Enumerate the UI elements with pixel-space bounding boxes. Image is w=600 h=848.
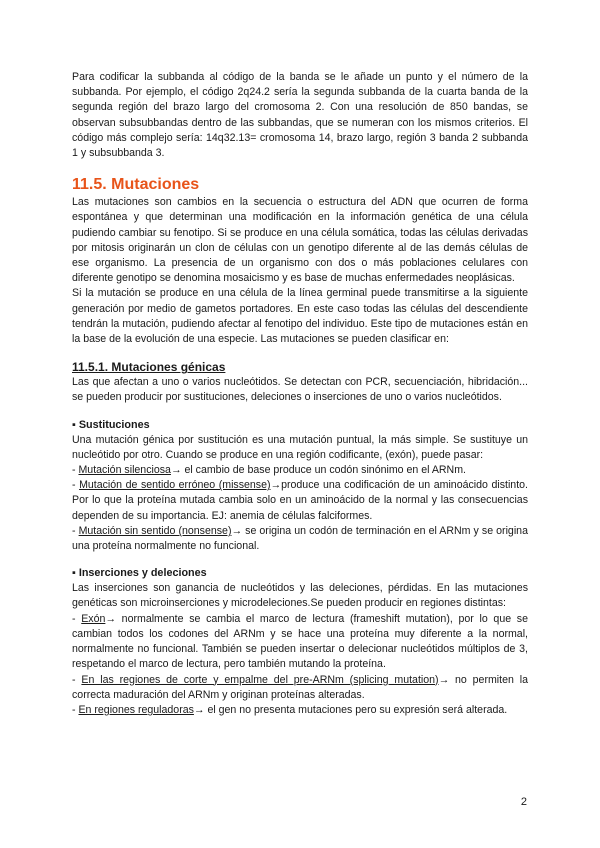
inserciones-item: - En las regiones de corte y empalme del pre-ARNm (splicing mutation)→ no permiten la correcta maduración del ARNm y originan proteínas alteradas. [72, 673, 528, 701]
term: Mutación sin sentido (nonsense) [78, 524, 232, 537]
sustituciones-paragraph: Una mutación génica por sustitución es una mutación puntual, la más simple. Se sustituye un nucleótido por otro. Cuando se produce en una región codificante, (exón), puede pasar: [72, 433, 528, 461]
sustituciones-heading: ▪ Sustituciones [72, 418, 150, 431]
subsection-paragraph: Las que afectan a uno o varios nucleótidos. Se detectan con PCR, secuenciación, hibridación... se pueden producir por sustituciones, deleciones o inserciones de uno o varios nucleótidos. [72, 376, 528, 404]
sustituciones-item: - Mutación de sentido erróneo (missense)→produce una codificación de un aminoácido distinto. Por lo que la proteína mutada cambia solo en un aminoácido de la normal y las consecuencias dependen de su importancia. EJ: anemia de células falciformes. [72, 479, 528, 522]
term: En regiones reguladoras [78, 703, 194, 716]
term: En las regiones de corte y empalme del pre-ARNm (splicing mutation) [81, 673, 439, 686]
term: Exón [81, 612, 106, 625]
inserciones-item: - Exón→ normalmente se cambia el marco de lectura (frameshift mutation), por lo que se cambian todos los codones del ARNm y se hace una proteína muy diferente a la normal, normalmente no funcional. También se pueden insertar o delecionar nucleótidos múltiplos de 3, respetando el marco de lectura, pero también mutando la proteína. [72, 612, 528, 671]
intro-paragraph: Para codificar la subbanda al código de la banda se le añade un punto y el número de la subbanda. Por ejemplo, el código 2q24.2 sería la segunda subbanda de la cuarta banda de la segunda región del brazo largo del cromosoma 2. Con una resolución de 850 bandas, se observan subsubbandas dentro de las subbandas, que se numeran con los mismos criterios. El código más complejo sería: 14q32.13= cromosoma 14, brazo largo, región 3 banda 2 subbanda 1 y subsubbanda 3. [72, 71, 528, 160]
inserciones-heading: ▪ Inserciones y deleciones [72, 567, 207, 580]
term: Mutación de sentido erróneo (missense) [79, 479, 271, 492]
section-paragraph-1: Las mutaciones son cambios en la secuencia o estructura del ADN que ocurren de forma espontánea y que determinan una modificación en la información genética de una célula pudiendo cambiar su fenotipo. Si se produce en una célula somática, todas las células derivadas por mitosis originarán un clon de células con un genotipo diferente al de las demás células de ese organismo. La presencia de un organismo con dos o más poblaciones celulares con diferente genotipo se denomina mosaicismo y es base de muchas enfermedades neoplásicas. [72, 196, 528, 285]
inserciones-paragraph: Las inserciones son ganancia de nucleótidos y las deleciones, pérdidas. En las mutaciones genéticas son microinserciones y microdeleciones.Se pueden producir en regiones distintas: [72, 582, 528, 610]
subsection-title: 11.5.1. Mutaciones génicas [72, 360, 226, 375]
sustituciones-item: - Mutación silenciosa→ el cambio de base produce un codón sinónimo en el ARNm. [72, 464, 466, 477]
sustituciones-item: - Mutación sin sentido (nonsense)→ se origina un codón de terminación en el ARNm y se origina una proteína normalmente no funcional. [72, 524, 528, 553]
document-page [72, 70, 528, 718]
page-number: 2 [520, 796, 527, 808]
term: Mutación silenciosa [78, 464, 171, 477]
inserciones-item: - En regiones reguladoras→ el gen no presenta mutaciones pero su expresión será alterada. [72, 703, 508, 716]
section-title: 11.5. Mutaciones [72, 176, 200, 194]
section-paragraph-2: Si la mutación se produce en una célula de la línea germinal puede transmitirse a la siguiente generación por medio de gametos portadores. En este caso todas las células del descendiente tendrán la mutación, pudiendo afectar al fenotipo del individuo. Este tipo de mutaciones están en la base de la evolución de una especie. Las mutaciones se pueden clasificar en: [72, 287, 528, 346]
